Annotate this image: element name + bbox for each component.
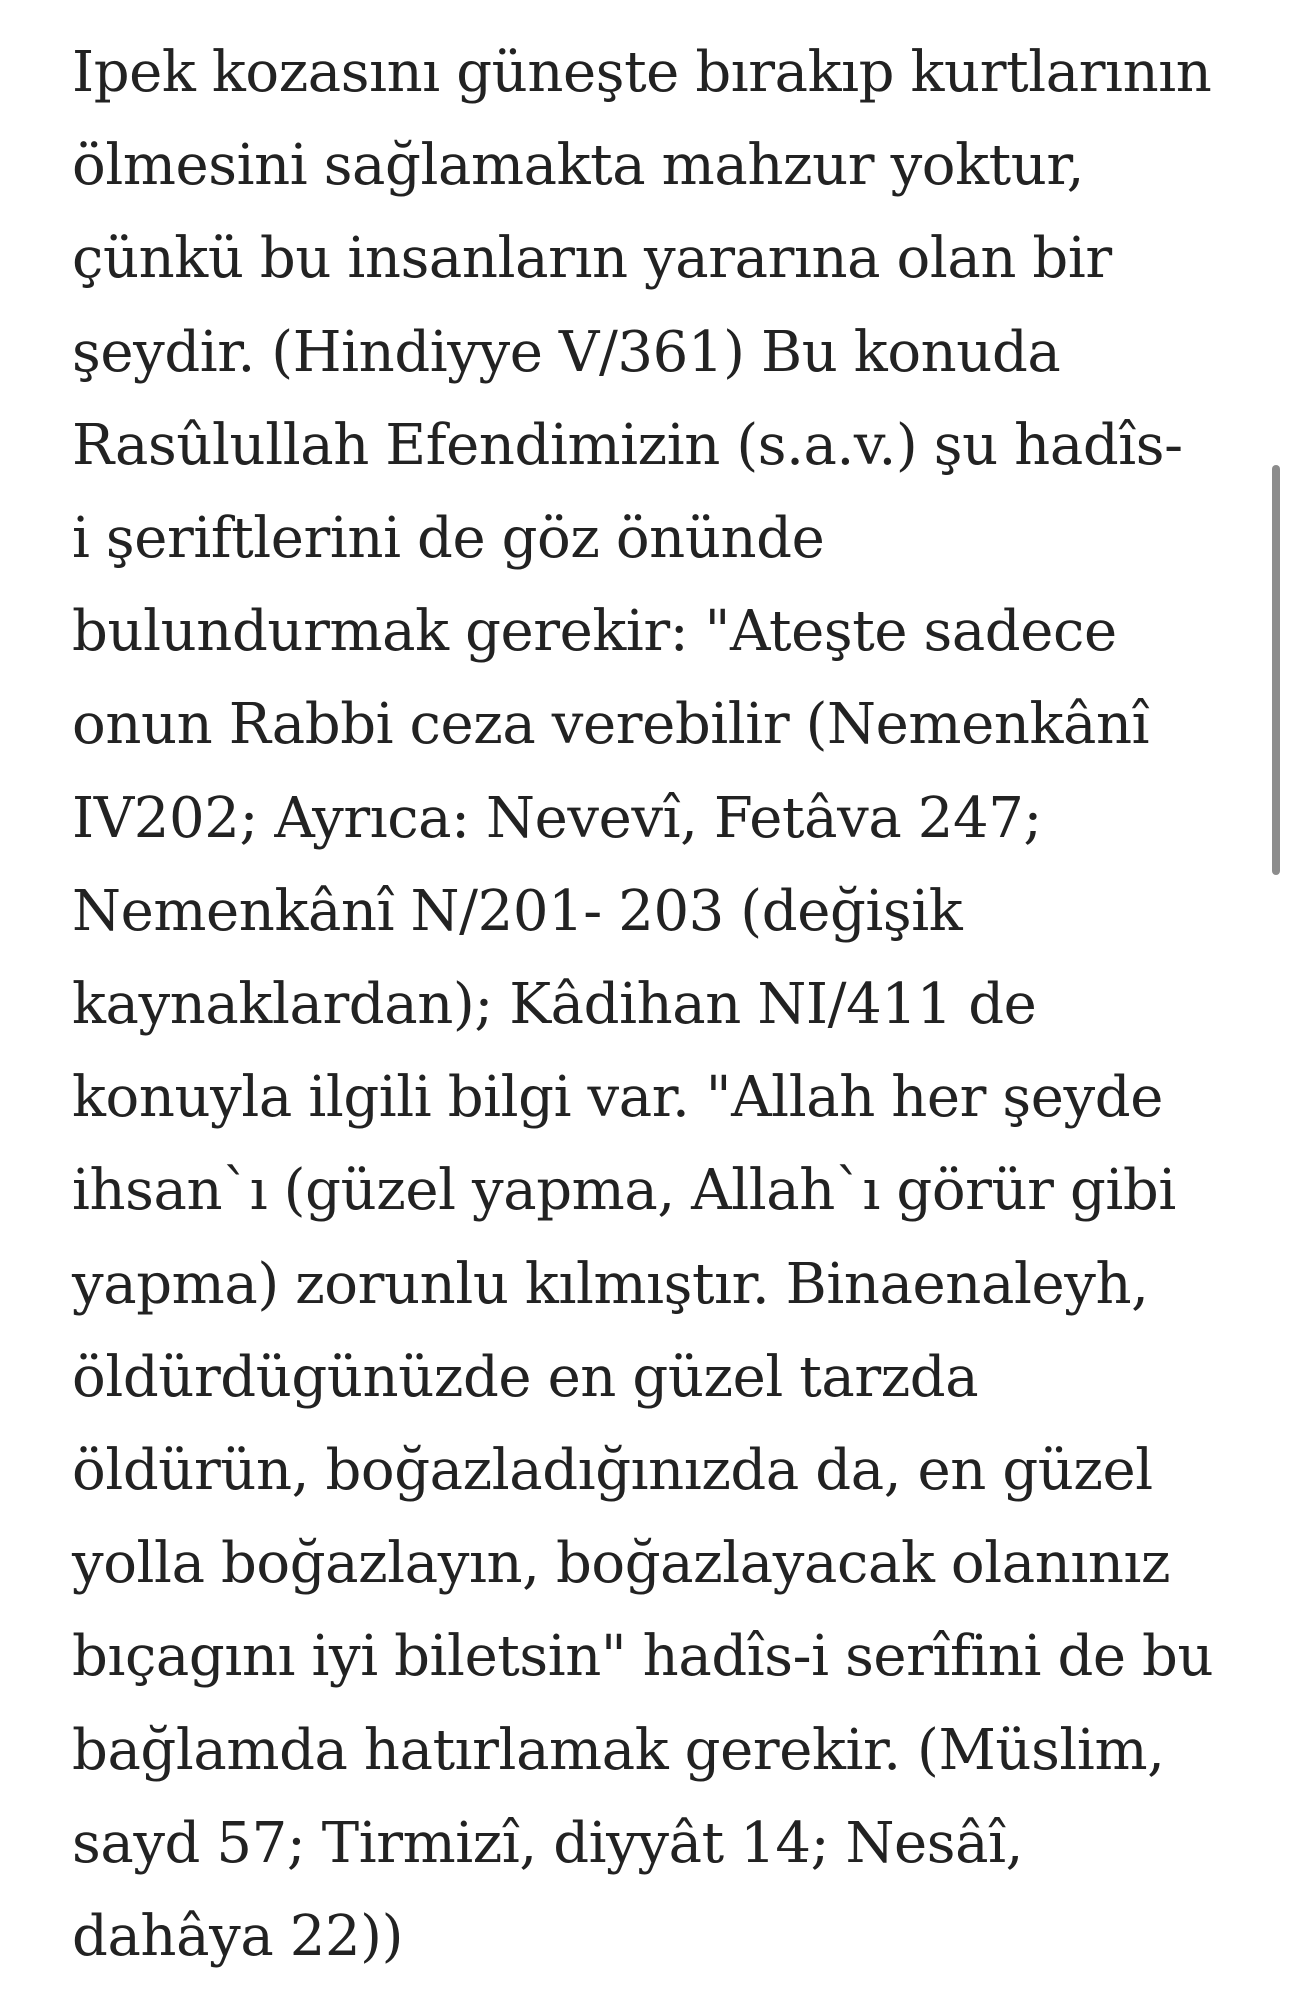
text-line: bıçagını iyi biletsin" hadîs-i serîfini de bu (72, 1624, 1214, 1690)
text-line: i şeriftlerini de göz önünde (72, 506, 825, 572)
text-line: Nemenkânî N/201- 203 (değişik (72, 878, 963, 944)
text-line: yapma) zorunlu kılmıştır. Binaenaleyh, (72, 1251, 1149, 1317)
text-line: öldürün, boğazladığınızda da, en güzel (72, 1438, 1153, 1504)
text-line: Rasûlullah Efendimizin (s.a.v.) şu hadîs- (72, 412, 1183, 478)
text-line: şeydir. (Hindiyye V/361) Bu konuda (72, 319, 1061, 385)
text-line: dahâya 22)) (72, 1904, 404, 1970)
text-line: IV202; Ayrıca: Nevevî, Fetâva 247; (72, 785, 1042, 851)
text-line: bağlamda hatırlamak gerekir. (Müslim, (72, 1717, 1165, 1783)
article-body-text (72, 26, 1222, 1983)
text-line: ölmesini sağlamakta mahzur yoktur, (72, 133, 1085, 199)
text-line: öldürdügünüzde en güzel tarzda (72, 1344, 979, 1410)
text-line: Ipek kozasını güneşte bırakıp kurtlarının (72, 40, 1212, 105)
text-line: konuyla ilgili bilgi var. "Allah her şeyde (72, 1065, 1163, 1131)
text-line: sayd 57; Tirmizî, diyyât 14; Nesâî, (72, 1810, 1024, 1876)
text-line: bulundurmak gerekir: "Ateşte sadece (72, 599, 1117, 665)
text-line: onun Rabbi ceza verebilir (Nemenkânî (72, 692, 1150, 758)
text-line: ihsan`ı (güzel yapma, Allah`ı görür gibi (72, 1158, 1176, 1224)
text-line: yolla boğazlayın, boğazlayacak olanınız (72, 1531, 1171, 1597)
vertical-scrollbar-thumb[interactable] (1272, 465, 1280, 875)
cut-off-previous-line (72, 0, 1212, 10)
text-line: çünkü bu insanların yararına olan bir (72, 226, 1112, 292)
text-line: kaynaklardan); Kâdihan NI/411 de (72, 972, 1037, 1038)
